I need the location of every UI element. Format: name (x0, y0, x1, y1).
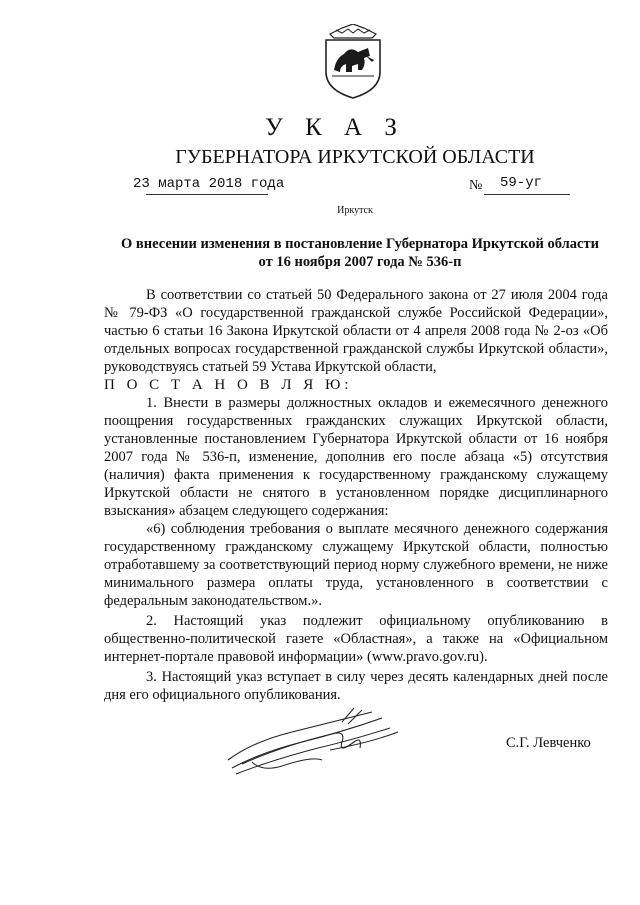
document-subtitle: ГУБЕРНАТОРА ИРКУТСКОЙ ОБЛАСТИ (175, 146, 535, 168)
decree-word: П О С Т А Н О В Л Я Ю: (104, 377, 353, 393)
heading-line-1: О внесении изменения в постановление Губернатора Иркутской области (121, 236, 599, 252)
document-heading (100, 235, 620, 271)
heading-line-2: от 16 ноября 2007 года № 536-п (258, 254, 462, 270)
document-city: Иркутск (337, 205, 373, 216)
preamble-paragraph: В соответствии со статьей 50 Федерального закона от 27 июля 2004 года № 79-ФЗ «О государственной гражданской службе Российской Федерации», частью 6 статьи 16 Закона Иркутской области от 4 апреля 2008 года № 2-оз «Об отдельных вопросах государственной гражданской службы Иркутской области», руководствуясь статьей 59 Устава Иркутской области, (104, 287, 608, 375)
quoted-paragraph: «6) соблюдения требования о выплате месячного денежного содержания государственному гражданскому служащему Иркутской области, полностью отработавшему за соответствующий период норму служебного времени, не ниже минимального размера оплаты труда, установленного в соответствии с федеральным законодательством.». (104, 521, 608, 609)
document-body (104, 286, 608, 704)
document-date: 23 марта 2018 года (133, 176, 285, 192)
item-1-paragraph: 1. Внести в размеры должностных окладов и ежемесячного денежного поощрения государственных гражданских служащих Иркутской области, установленные постановлением Губернатора Иркутской области от 16 ноября 2007 года № 536-п, изменение, дополнив его после абзаца «5) отсутствия (наличия) факта применения к государственному гражданскому служащему Иркутской области не снятого в установленном порядке дисциплинарного взыскания» абзацем следующего содержания: (104, 395, 608, 519)
document-number: 59-уг (500, 175, 543, 191)
number-underline (484, 194, 570, 195)
date-underline (146, 194, 268, 195)
number-label: № (469, 178, 483, 193)
item-2-paragraph: 2. Настоящий указ подлежит официальному опубликованию в общественно-политической газете «Областная», а также на «Официальном интернет-портале правовой информации» (www.pravo.gov.ru). (104, 613, 608, 665)
coat-of-arms-emblem (322, 24, 384, 100)
document-title: У К А З (265, 114, 405, 141)
handwritten-signature (222, 702, 402, 782)
item-3-paragraph: 3. Настоящий указ вступает в силу через десять календарных дней после дня его официального опубликования. (104, 669, 608, 703)
signer-name: С.Г. Левченко (506, 735, 591, 751)
